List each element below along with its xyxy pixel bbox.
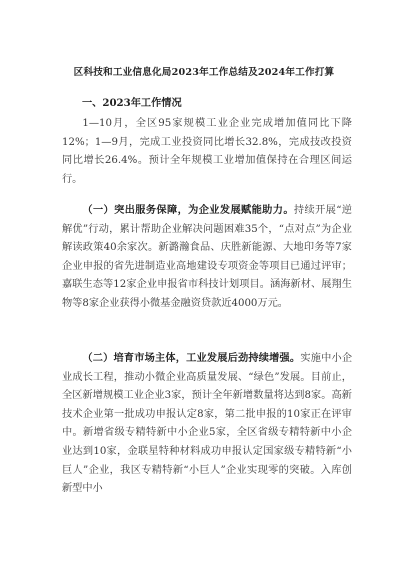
paragraph-text: 实施中小企业成长工程，推动小微企业高质量发展、“绿色”发展。目前止，全区新增规模工业企业3家，预计全年新增数量将达到8家。高新技术企业第一批成功申报认定8家，第二批申报的10家正在评审中。新增省级专精特新中小企业5家，全区省级专精特新中小企业达到10家，金联星特种材料成功申报认定国家级专精特新“小巨人”企业，我区专精特新“小巨人”企业实现零的突破。入库创新型中小 <box>62 353 353 495</box>
paragraph-lead: （二）培育市场主体，工业发展后劲持续增强。 <box>82 352 301 364</box>
paragraph-service-support <box>62 201 352 314</box>
paragraph-lead: （一）突出服务保障，为企业发展赋能助力。 <box>82 204 294 216</box>
paragraph-text: 1—10月，全区95家规模工业企业完成增加值同比下降12%；1—9月，完成工业投资同比增长32.8%，完成技改投资同比增长26.4%。预计全年规模工业增加值保持在合理区间运行。 <box>62 118 352 185</box>
paragraph-text: 持续开展“逆解优”行动，累计帮助企业解决问题困难35个，“点对点”为企业解读政策40余家次。新潞瀚食品、庆胜新能源、大地印务等7家企业申报的省先进制造业高地建设专项资金等项目已通过评审；嘉联生态等12家企业申报省市科技计划项目。涵海新材、展翔生物等8家企业获得小微基金融资贷款近4000万元。 <box>62 205 352 309</box>
paragraph-overview <box>62 114 352 189</box>
document-title: 区科技和工业信息化局2023年工作总结及2024年工作打算 <box>73 67 335 78</box>
section-heading: 一、2023年工作情况 <box>82 97 182 109</box>
paragraph-market-entities <box>62 349 352 499</box>
